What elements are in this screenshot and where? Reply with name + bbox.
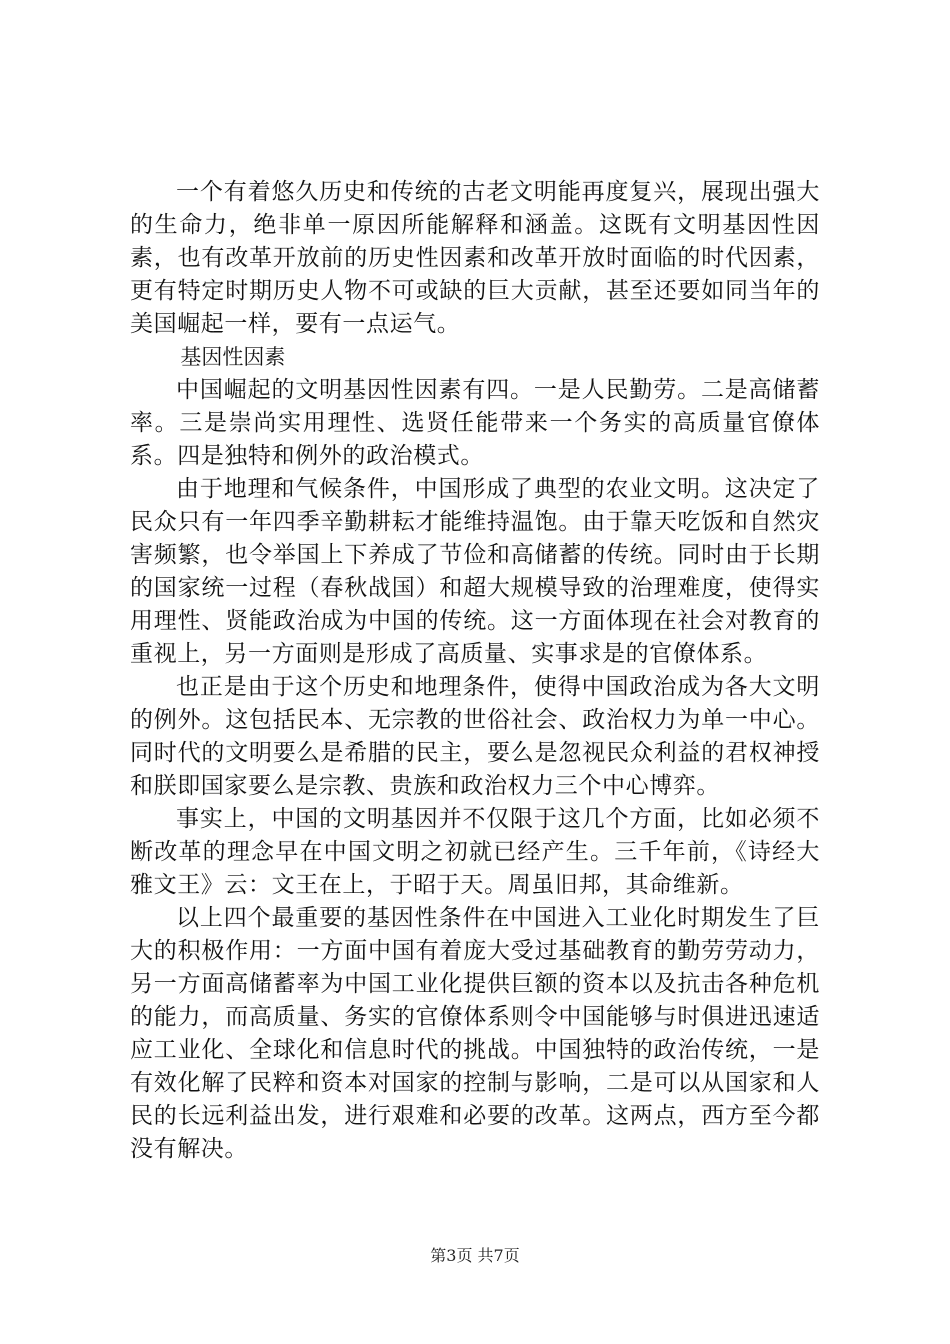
paragraph-reform: 事实上，中国的文明基因并不仅限于这几个方面，比如必须不断改革的理念早在中国文明之初就已经产生。三千年前，《诗经大雅文王》云：文王在上，于昭于天。周虽旧邦，其命维新。 [130, 806, 820, 898]
paragraph-intro: 一个有着悠久历史和传统的古老文明能再度复兴，展现出强大的生命力，绝非单一原因所能解释和涵盖。这既有文明基因性因素，也有改革开放前的历史性因素和改革开放时面临的时代因素，更有特定时期历史人物不可或缺的巨大贡献，甚至还要如同当年的美国崛起一样，要有一点运气。 [130, 179, 820, 337]
page-number-footer: 第3页 共7页 [430, 1246, 520, 1265]
paragraph-industrialization: 以上四个最重要的基因性条件在中国进入工业化时期发生了巨大的积极作用：一方面中国有着庞大受过基础教育的勤劳劳动力，另一方面高储蓄率为中国工业化提供巨额的资本以及抗击各种危机的能力，而高质量、务实的官僚体系则令中国能够与时俱进迅速适应工业化、全球化和信息时代的挑战。中国独特的政治传统，一是有效化解了民粹和资本对国家的控制与影响，二是可以从国家和人民的长远利益出发，进行艰难和必要的改革。这两点，西方至今都没有解决。 [130, 905, 820, 1162]
paragraph-politics: 也正是由于这个历史和地理条件，使得中国政治成为各大文明的例外。这包括民本、无宗教的世俗社会、政治权力为单一中心。同时代的文明要么是希腊的民主，要么是忽视民众利益的君权神授和朕即国家要么是宗教、贵族和政治权力三个中心博弈。 [130, 674, 820, 799]
section-heading: 基因性因素 [180, 345, 286, 369]
paragraph-factors: 中国崛起的文明基因性因素有四。一是人民勤劳。二是高储蓄率。三是崇尚实用理性、选贤任能带来一个务实的高质量官僚体系。四是独特和例外的政治模式。 [130, 377, 820, 469]
document-body [130, 176, 820, 1166]
paragraph-geography: 由于地理和气候条件，中国形成了典型的农业文明。这决定了民众只有一年四季辛勤耕耘才能维持温饱。由于靠天吃饭和自然灾害频繁，也令举国上下养成了节俭和高储蓄的传统。同时由于长期的国家统一过程（春秋战国）和超大规模导致的治理难度，使得实用理性、贤能政治成为中国的传统。这一方面体现在社会对教育的重视上，另一方面则是形成了高质量、实事求是的官僚体系。 [130, 476, 820, 667]
